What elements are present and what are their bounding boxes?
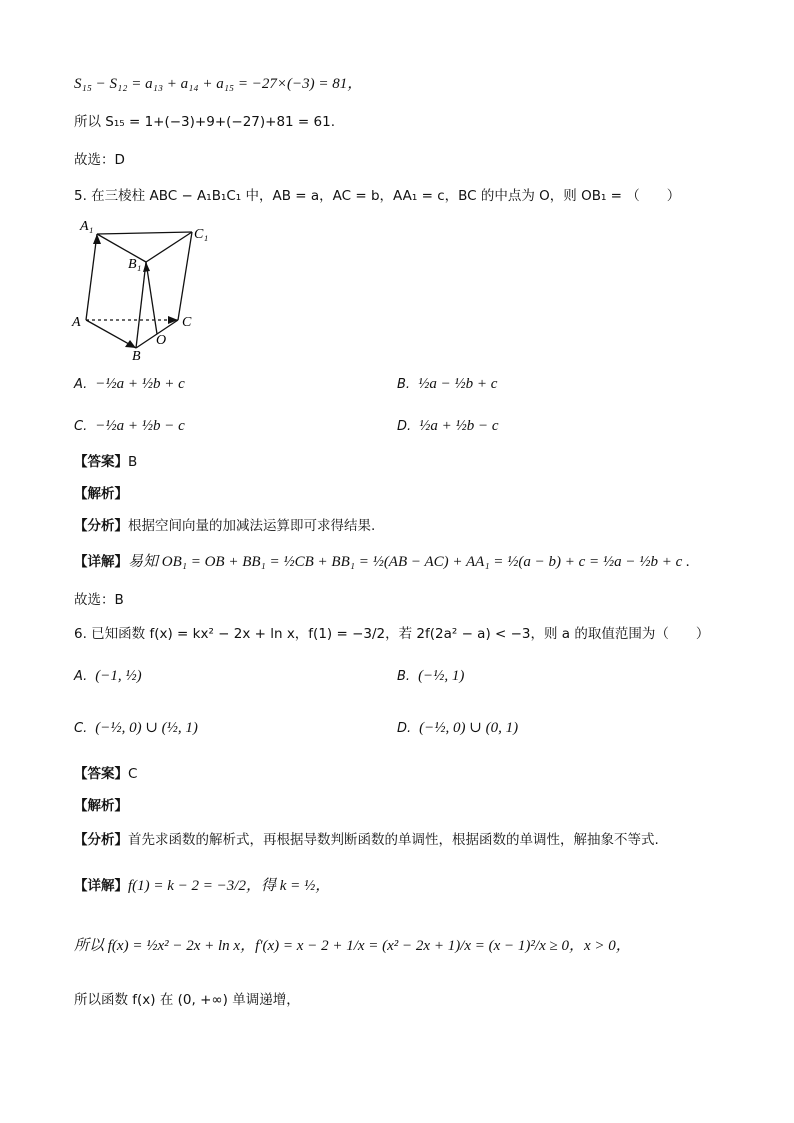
label-a1: A₁: [80, 219, 94, 234]
q6-monotonic-line: 所以函数 f(x) 在 (0, +∞) 单调递增，: [74, 992, 300, 1008]
q6-derivative-line: 所以 f(x) = ½x² − 2x + ln x，f′(x) = x − 2 + 1/x = (x² − 2x + 1)/x = (x − 1)²/x ≥ 0，x > 0，: [74, 938, 631, 954]
edge-bb1: [136, 262, 146, 348]
q6-option-a[interactable]: A. (−1, ½): [74, 668, 142, 684]
q5-detail: 【详解】易知 OB₁ = OB + BB₁ = ½CB + BB₁ = ½(AB − AC) + AA₁ = ½(a − b) + c = ½a − ½b + c .: [74, 554, 690, 570]
edge-a1c1: [97, 232, 192, 234]
q6-answer: 【答案】C: [74, 766, 138, 782]
equation-line-1: [74, 74, 362, 94]
vector-ob1: [146, 262, 157, 334]
question-6-stem: 6. 已知函数 f(x) = kx² − 2x + ln x，f(1) = −3/2，若 2f(2a² − a) < −3，则 a 的取值范围为（ ）: [74, 626, 710, 642]
q5-option-b[interactable]: B. ½a − ½b + c: [397, 376, 498, 392]
arrow-ab: [125, 340, 136, 348]
q6-fenxi: 【分析】首先求函数的解析式，再根据导数判断函数的单调性，根据函数的单调性，解抽象不等式.: [74, 832, 659, 848]
label-o: O: [156, 333, 167, 348]
equation-text: S₁₅ − S₁₂ = a₁₃ + a₁₄ + a₁₅ = −27×(−3) = 81，: [74, 76, 363, 92]
edge-b1c1: [146, 232, 192, 262]
label-b: B: [132, 349, 141, 362]
edge-aa1: [86, 234, 97, 320]
q6-analysis-heading: 【解析】: [74, 798, 128, 814]
q6-option-b[interactable]: B. (−½, 1): [397, 668, 465, 684]
q5-option-c[interactable]: C. −½a + ½b − c: [74, 418, 185, 434]
label-c1: C₁: [194, 227, 209, 242]
prism-figure: [70, 212, 240, 362]
label-b1: B₁: [128, 257, 142, 272]
conclusion-text: 所以 S₁₅ = 1+(−3)+9+(−27)+81 = 61.: [74, 114, 336, 130]
question-5-stem: 5. 在三棱柱 ABC − A₁B₁C₁ 中，AB = a，AC = b，AA₁ = c，BC 的中点为 O，则 OB₁ = （ ）: [74, 188, 681, 204]
q5-fenxi: 【分析】根据空间向量的加减法运算即可求得结果.: [74, 518, 376, 534]
q6-option-d[interactable]: D. (−½, 0) ∪ (0, 1): [397, 720, 519, 736]
q6-detail: 【详解】f(1) = k − 2 = −3/2，得 k = ½，: [74, 878, 331, 894]
conclusion-line: [74, 112, 335, 132]
q5-choice: 故选：B: [74, 592, 124, 608]
q5-analysis-heading: 【解析】: [74, 486, 128, 502]
q6-option-c[interactable]: C. (−½, 0) ∪ (½, 1): [74, 720, 198, 736]
choice-line-q4: 故选：D: [74, 152, 125, 168]
label-a: A: [72, 315, 81, 330]
q5-option-a[interactable]: A. −½a + ½b + c: [74, 376, 185, 392]
edge-cc1: [178, 232, 192, 320]
q5-option-d[interactable]: D. ½a + ½b − c: [397, 418, 499, 434]
arrow-ob1: [143, 262, 150, 272]
label-c: C: [182, 315, 192, 330]
q5-answer: 【答案】B: [74, 454, 138, 470]
